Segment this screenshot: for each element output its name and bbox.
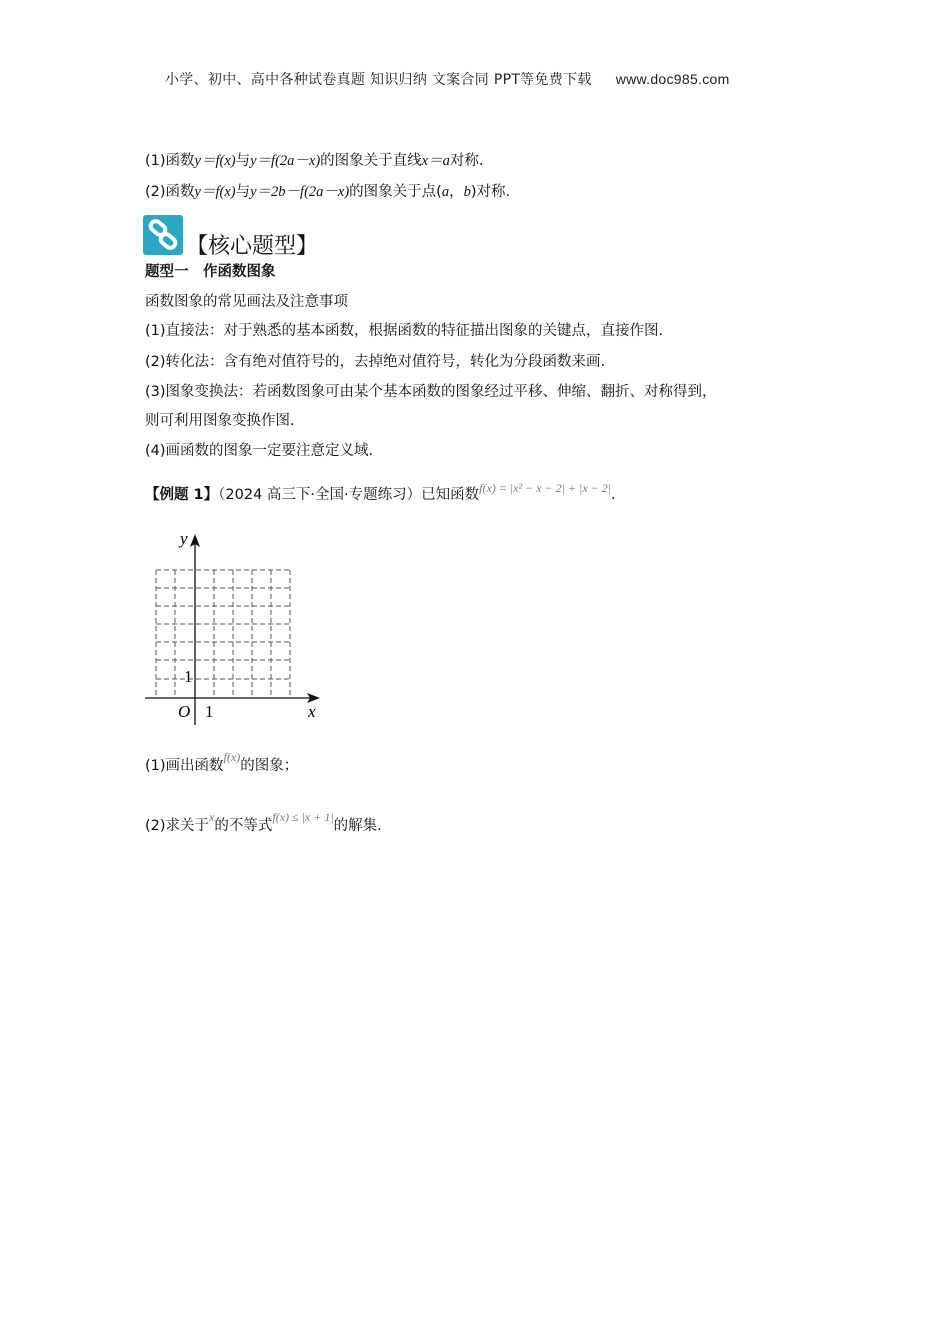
example-end: .: [611, 487, 616, 503]
p2-math2: y＝2b－f(2a－x): [250, 184, 350, 200]
method-3b: 则可利用图象变换作图.: [145, 413, 295, 429]
p2-post: )对称.: [470, 184, 511, 200]
header-text: 小学、初中、高中各种试卷真题 知识归纳 文案合同 PPT等免费下载: [165, 72, 592, 88]
method-3a: (3)图象变换法：若函数图象可由某个基本函数的图象经过平移、伸缩、翻折、对称得到，: [145, 384, 717, 400]
property-2: [145, 182, 510, 202]
coordinate-grid: [140, 525, 330, 730]
p1-math1: y＝f(x): [194, 153, 236, 169]
p2-math1: y＝f(x): [194, 184, 236, 200]
y-tick-label: 1: [184, 667, 193, 686]
example-label: 【例题 1】: [145, 487, 219, 503]
grid-lines: [156, 570, 290, 698]
link-icon: [143, 215, 183, 255]
p2-comma: ，: [449, 184, 464, 200]
p1-math3: x＝a: [421, 153, 450, 169]
header-site: www.doc985.com: [615, 71, 730, 87]
p1-post: 对称.: [449, 153, 484, 169]
q2-pre: (2)求关于: [145, 818, 210, 834]
example-1: [145, 481, 616, 505]
q2-post: 的解集.: [333, 818, 382, 834]
y-axis-label: y: [180, 529, 188, 548]
q2-mid: 的不等式: [214, 818, 273, 834]
p2-math3: a: [441, 184, 450, 200]
x-axis-label: x: [308, 702, 316, 721]
method-1: (1)直接法：对于熟悉的基本函数，根据函数的特征描出图象的关键点，直接作图.: [145, 323, 664, 339]
p2-mid: 与: [235, 184, 251, 200]
type-title: 题型一 作函数图象: [145, 264, 276, 280]
p2-pre: (2)函数: [145, 184, 195, 200]
question-1: [145, 750, 299, 776]
p1-mid: 与: [235, 153, 251, 169]
p2-mid2: 的图象关于点(: [349, 184, 442, 200]
example-source: （2024 高三下·全国·专题练习）已知函数: [218, 487, 480, 503]
q1-pre: (1)画出函数: [145, 758, 224, 774]
x-tick-label: 1: [205, 702, 214, 721]
property-1: [145, 151, 483, 171]
example-formula: f(x) = |x² − x − 2| + |x − 2|: [479, 481, 612, 495]
p1-pre: (1)函数: [145, 153, 195, 169]
p2-math4: b: [463, 184, 471, 200]
q1-post: 的图象；: [240, 758, 299, 774]
origin-label: O: [178, 702, 191, 721]
question-2: [145, 810, 382, 836]
q2-var: x: [209, 810, 215, 824]
method-2: (2)转化法：含有绝对值符号的，去掉绝对值符号，转化为分段函数来画.: [145, 354, 606, 370]
method-4: (4)画函数的图象一定要注意定义域.: [145, 443, 374, 459]
section-title: 【核心题型】: [186, 233, 319, 258]
page-header: [165, 69, 730, 89]
intro-text: 函数图象的常见画法及注意事项: [145, 294, 348, 310]
p1-math2: y＝f(2a－x): [250, 153, 321, 169]
p1-mid2: 的图象关于直线: [320, 153, 422, 169]
q1-formula: f(x): [223, 750, 241, 764]
q2-formula: f(x) ≤ |x + 1|: [272, 810, 334, 824]
